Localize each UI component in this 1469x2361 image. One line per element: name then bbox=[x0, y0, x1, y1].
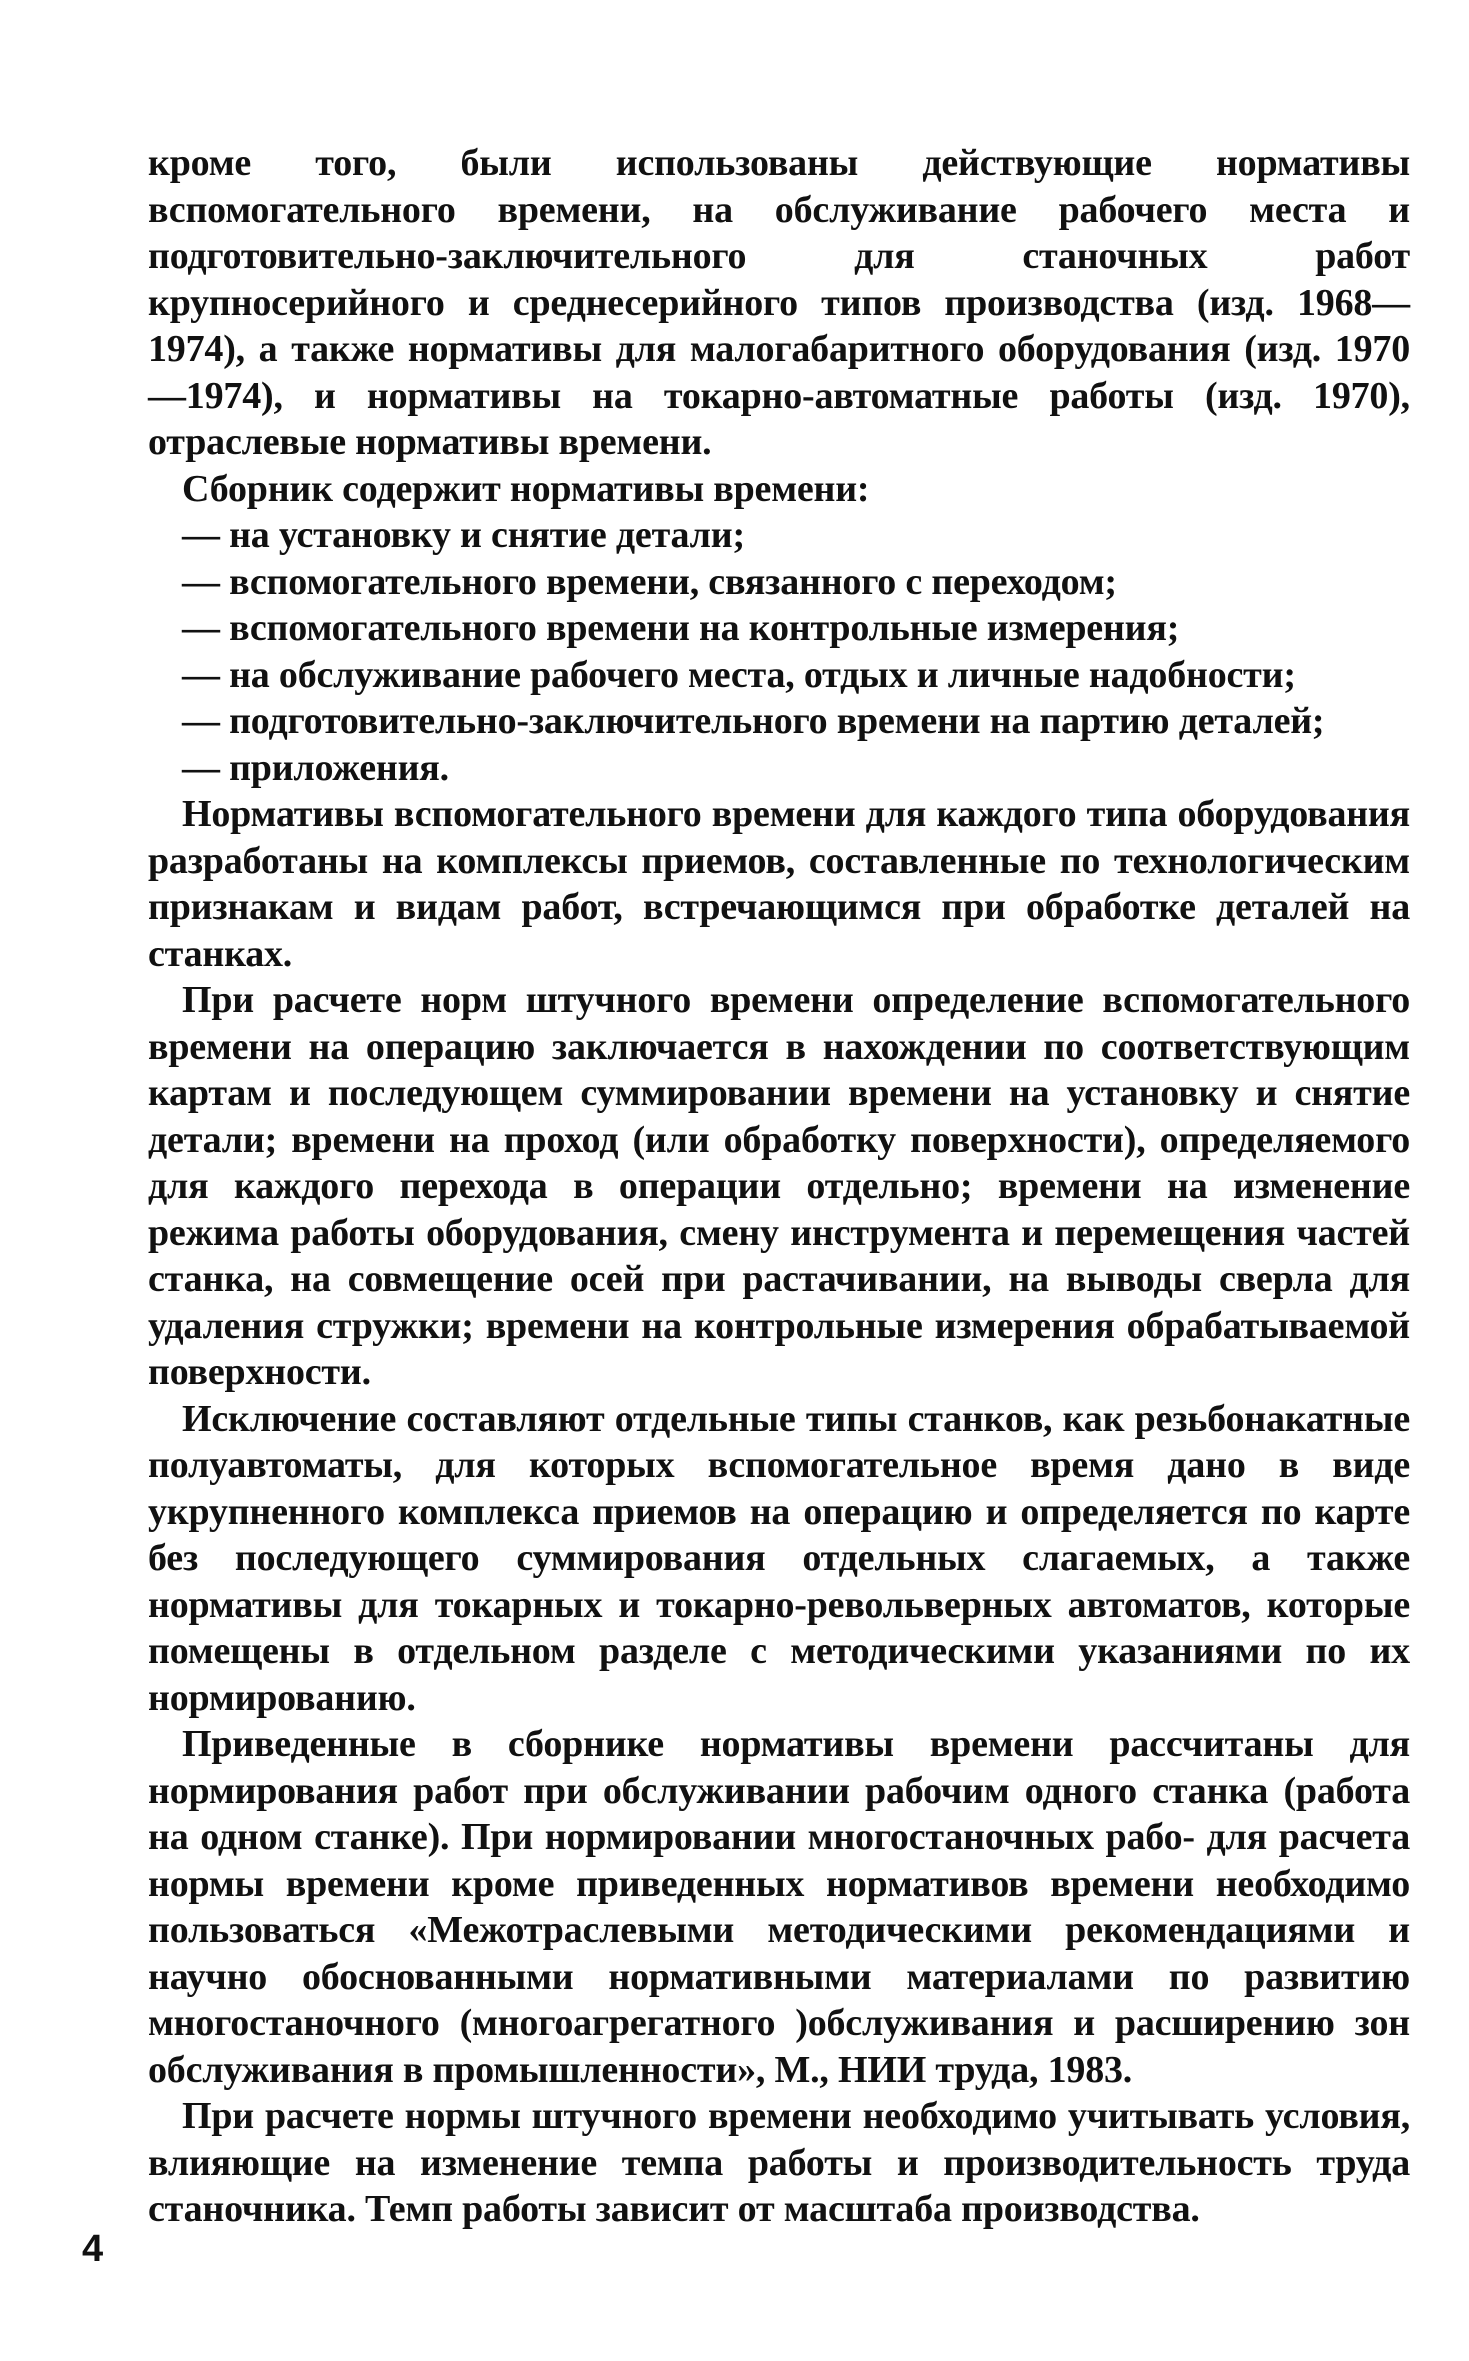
paragraph-multi-machine: Приведенные в сборнике нормативы времени рассчитаны для нормирования работ при обслуживании рабочим одного станка (работа на одном станке). При нормировании многостаночных рабо- для расчета нормы времени кроме приведенных нормативов времени необходимо пользоваться «Межотраслевыми методическими рекомендациями и научно обоснованными нормативными материалами по развитию многостаночного (многоагрегатного )обслуживания и расширению зон обслуживания в промышленности», М., НИИ труда, 1983. bbox=[148, 1723, 1410, 2091]
list-item: — вспомогательного времени, связанного с переходом; bbox=[182, 560, 1117, 603]
list-item: — на обслуживание рабочего места, отдых и личные надобности; bbox=[182, 653, 1296, 696]
paragraph-intro: кроме того, были использованы действующие нормативы вспомогательного времени, на обслуживание рабочего места и подготовительно-заключительного для станочных работ крупносерийного и среднесерийного типов производства (изд. 1968—1974), а также нормативы для малогабаритного оборудования (изд. 1970—1974), и нормативы на токарно-автоматные работы (изд. 1970), отраслевые нормативы времени. bbox=[148, 142, 1410, 463]
list-item: — подготовительно-заключительного времени на партию деталей; bbox=[182, 700, 1325, 742]
paragraph-exceptions: Исключение составляют отдельные типы станков, как резьбонакатные полуавтоматы, для которых вспомогательное время дано в виде укрупненного комплекса приемов на операцию и определяется по карте без последующего суммирования отдельных слагаемых, а также нормативы для токарных и токарно-револьверных автоматов, которые помещены в отдельном разделе с методическими указаниями по их нормированию. bbox=[148, 1397, 1410, 1719]
paragraph-auxiliary-time: Нормативы вспомогательного времени для каждого типа оборудования разработаны на комплексы приемов, составленные по технологическим признакам и видам работ, встречающимся при обработке деталей на станках. bbox=[148, 793, 1410, 975]
contents-list bbox=[148, 512, 1410, 791]
list-item: — вспомогательного времени на контрольные измерения; bbox=[182, 607, 1180, 649]
list-item: — на установку и снятие детали; bbox=[182, 514, 745, 556]
list-item: — приложения. bbox=[182, 746, 449, 789]
paragraph-work-pace: При расчете нормы штучного времени необходимо учитывать условия, влияющие на изменение темпа работы и производительность труда станочника. Темп работы зависит от масштаба производства. bbox=[148, 2095, 1410, 2230]
page-body bbox=[148, 140, 1410, 2233]
page-number: 4 bbox=[82, 2228, 104, 2270]
paragraph-piece-time-calculation: При расчете норм штучного времени определение вспомогательного времени на операцию заключается в нахождении по соответствующим картам и последующем суммировании времени на установку и снятие детали; времени на проход (или обработку поверхности), определяемого для каждого перехода в операции отдельно; времени на изменение режима работы оборудования, смену инструмента и перемещения частей станка, на совмещение осей при растачивании, на выводы сверла для удаления стружки; времени на контрольные измерения обрабатываемой поверхности. bbox=[148, 979, 1410, 1393]
paragraph-collection-contents: Сборник содержит нормативы времени: bbox=[182, 467, 870, 510]
